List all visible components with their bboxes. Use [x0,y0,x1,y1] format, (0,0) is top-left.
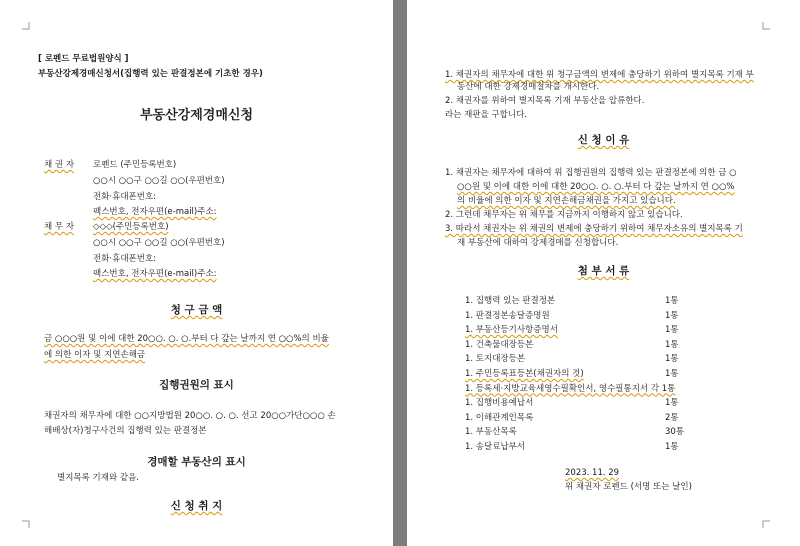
attachment-qty: 1통 [665,296,679,306]
purpose-line: 동산에 대한 강제경매절차를 개시한다. [457,82,600,92]
signed-date: 2023. 11. 29 [565,468,620,478]
purpose-line: 라는 재판을 구합니다. [445,110,528,120]
enforcement-title-line: 해배상(자)청구사건의 집행력 있는 판결정본 [44,426,207,436]
claim-amount-line: 에 의한 이자 및 지연손해금 [44,350,146,360]
reason-line: 1. 채권자는 채무자에 대하여 위 집행권원의 집행력 있는 판결정본에 의한 금 ○ [445,168,737,178]
claim-amount-line: 금 ○○○원 및 이에 대한 20○○. ○. ○.부터 다 갚는 날까지 연 ○○%의 비율 [44,334,329,344]
debtor-address: ○○시 ○○구 ○○길 ○○(우편번호) [93,238,225,248]
attachment-name: 1. 이해관계인목록 [465,412,534,423]
property-text: 별지목록 기재와 같음. [57,473,140,483]
corner-mark-icon [22,520,30,528]
attachment-qty: 1통 [665,398,679,409]
attachment-qty: 1통 [665,339,679,350]
property-heading: 경매할 부동산의 표시 [147,456,246,468]
attachment-qty: 1통 [665,369,679,379]
attachment-name: 1. 건축물대장등본 [465,339,534,350]
claim-amount-heading: 청 구 금 액 [170,304,223,316]
corner-mark-icon [762,22,770,30]
attachment-name: 1. 등록세·지방교육세영수필확인서, 영수필통지서 각 1통 [465,383,676,394]
attachment-name: 1. 판결정본송달증명원 [465,310,550,321]
attachment-name: 1. 집행력 있는 판결정본 [465,296,556,306]
document-title: 부동산강제경매신청 [139,108,254,123]
attachment-qty: 1통 [665,310,679,321]
reason-line: 의 비율에 의한 이자 및 지연손해금채권을 가지고 있습니다. [457,196,676,206]
debtor-name: ◇◇◇(주민등록번호) [93,222,169,232]
attachment-name: 1. 부동산목록 [465,427,517,438]
purpose-line: 1. 채권자의 채무자에 대한 위 청구금액의 변제에 충당하기 위하여 별지목록 기재 부 [445,70,754,80]
debtor-fax: 팩스번호, 전자우편(e-mail)주소: [93,269,217,279]
purpose-heading: 신 청 취 지 [170,500,223,512]
creditor-address: ○○시 ○○구 ○○길 ○○(우편번호) [93,176,225,186]
creditor-fax: 팩스번호, 전자우편(e-mail)주소: [93,207,217,217]
corner-mark-icon [22,22,30,30]
attachment-qty: 2통 [665,412,679,423]
debtor-phone: 전화·휴대폰번호: [93,254,157,264]
attachment-qty: 1통 [665,354,679,365]
attachment-name: 1. 송달료납부서 [465,442,526,452]
attachment-name: 1. 집행비용예납서 [465,398,534,409]
enforcement-title-line: 채권자의 채무자에 대한 ○○지방법원 20○○. ○. ○. 선고 20○○가단○○○ 손 [44,411,336,421]
creditor-phone: 전화·휴대폰번호: [93,192,157,202]
reason-line: 2. 그런데 채무자는 위 채무를 지금까지 이행하지 않고 있습니다. [445,210,683,220]
creditor-name: 로펜드 (주민등록번호) [93,160,177,170]
form-subtitle: 부동산강제경매신청서(집행력 있는 판결정본에 기초한 경우) [38,69,263,79]
reason-line: 3. 따라서 채권자는 위 채권의 변제에 충당하기 위하여 채무자소유의 별지목록 기 [445,224,743,234]
form-tag: [ 로펜드 무료법원양식 ] [38,54,129,64]
attachment-qty: 1통 [665,325,679,336]
reason-heading: 신 청 이 유 [577,134,630,146]
reason-line: 재 부동산에 대하여 강제경매를 신청합니다. [457,238,619,248]
document-page-2 [407,0,800,546]
corner-mark-icon [762,520,770,528]
enforcement-title-heading: 집행권원의 표시 [159,379,234,391]
debtor-label: 채 무 자 [44,222,75,232]
attachment-name: 1. 부동산등기사항증명서 [465,325,558,336]
signer-line: 위 채권자 로펜드 (서명 또는 날인) [565,482,692,492]
creditor-label: 채 권 자 [44,160,75,170]
purpose-line: 2. 채권자를 위하여 별지목록 기재 부동산을 압류한다. [445,96,645,106]
attachment-name: 1. 주민등록표등본(채권자의 것) [465,369,584,379]
attachment-qty: 30통 [665,427,685,438]
attachment-qty: 1통 [665,442,679,452]
attachment-name: 1. 토지대장등본 [465,354,526,365]
attachments-heading: 첨 부 서 류 [577,265,630,277]
document-page-1 [0,0,393,546]
reason-line: ○○원 및 이에 대한 이에 대한 20○○. ○. ○.부터 다 갚는 날까지 연 ○○% [457,182,735,192]
